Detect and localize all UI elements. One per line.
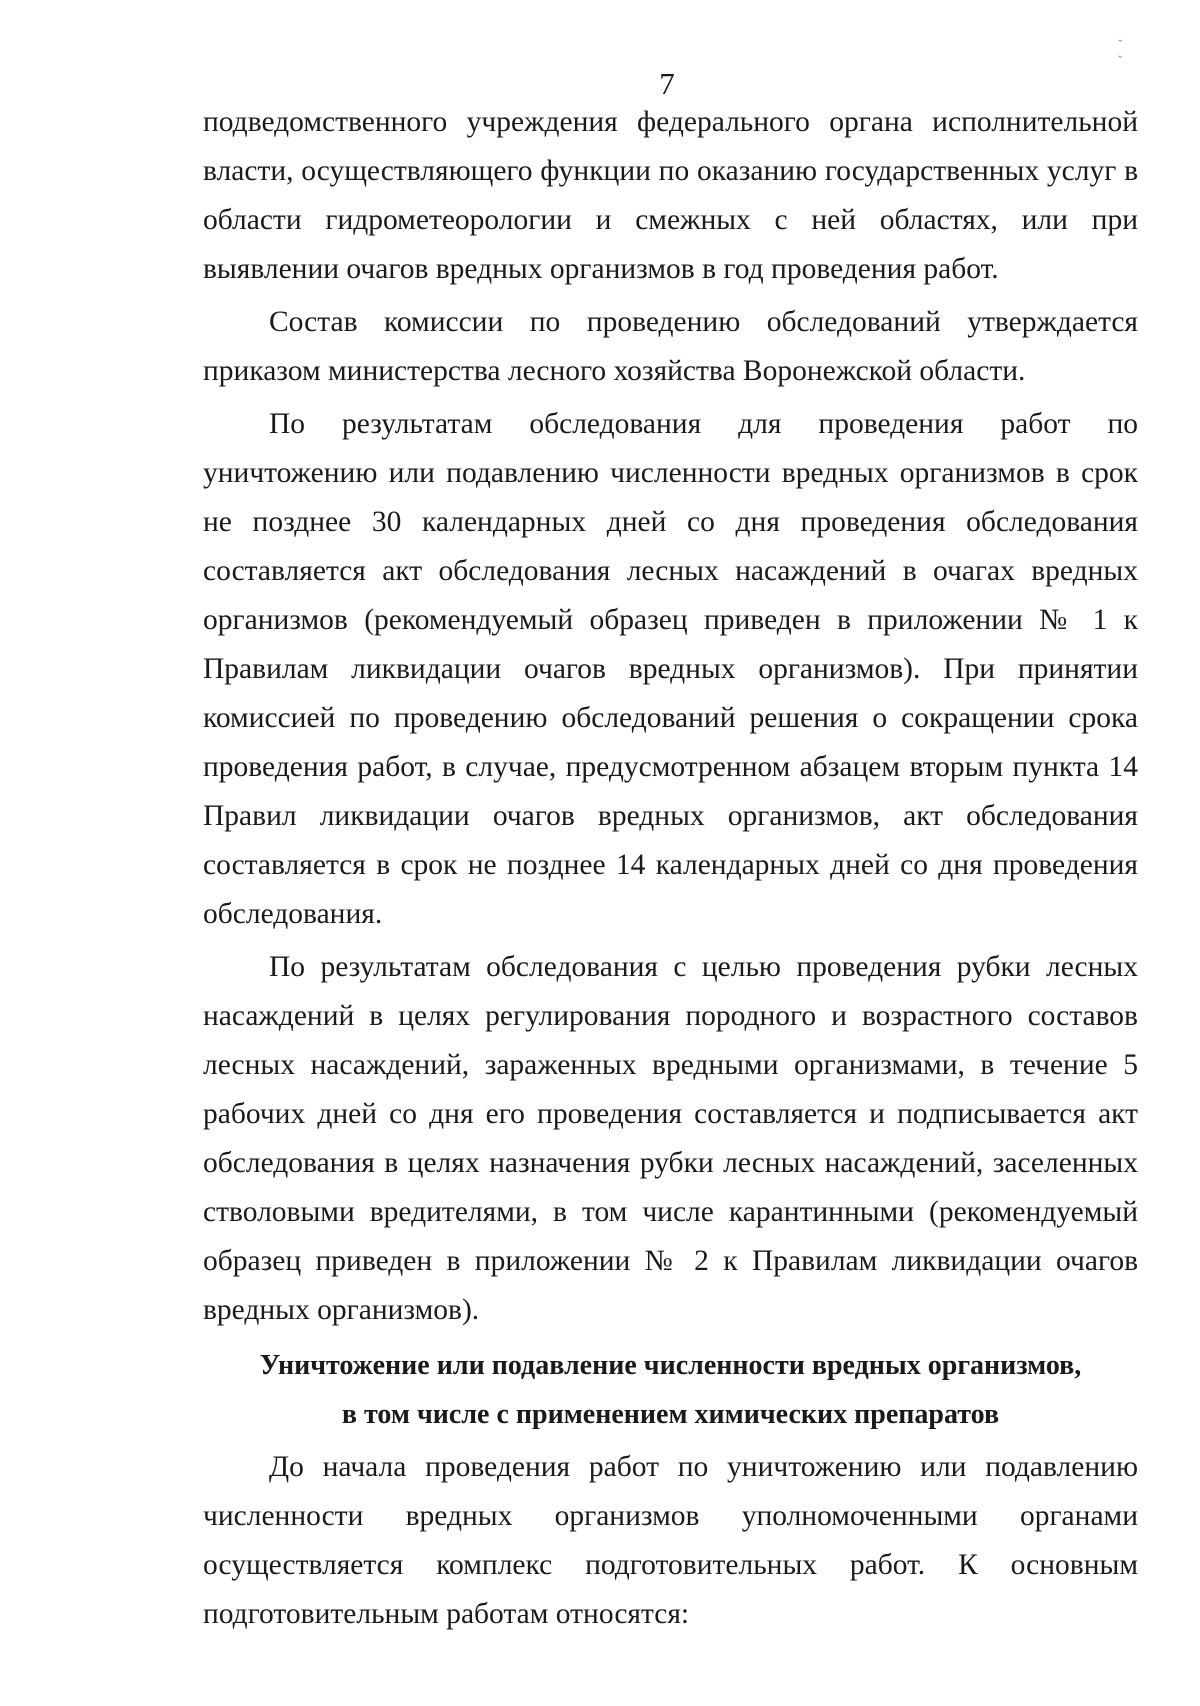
paragraph-preparatory-works: До начала проведения работ по уничтожению или подавлению численности вредных организмов уполномоченными органами осуществляется комплекс подготовительных работ. К основным подготовительным работам относятся:	[203, 1451, 1138, 1630]
section-heading-line-2: в том числе с применением химических препаратов	[341, 1399, 1000, 1430]
paragraph-felling-survey: По результатам обследования с целью проведения рубки лесных насаждений в целях регулирования породного и возрастного составов лесных насаждений, зараженных вредными организмами, в течение 5 рабочих дней со дня его проведения составляется и подписывается акт обследования в целях назначения рубки лесных насаждений, заселенных стволовыми вредителями, в том числе карантинными (рекомендуемый образец приведен в приложении № 2 к Правилам ликвидации очагов вредных организмов).	[203, 951, 1138, 1326]
paragraph-continuation: подведомственного учреждения федерального органа исполнительной власти, осуществляющего функции по оказанию государственных услуг в области гидрометеорологии и смежных с ней областях, или при выявлении очагов вредных организмов в год проведения работ.	[203, 106, 1138, 285]
paragraph-commission: Состав комиссии по проведению обследований утверждается приказом министерства лесного хозяйства Воронежской области.	[203, 306, 1138, 387]
page-number: 7	[659, 66, 675, 101]
scan-artifact-marks: ˘ ˇ	[1118, 38, 1151, 69]
paragraph-survey-results: По результатам обследования для проведения работ по уничтожению или подавлению численности вредных организмов в срок не позднее 30 календарных дней со дня проведения обследования составляется акт обследования лесных насаждений в очагах вредных организмов (рекомендуемый образец приведен в приложении № 1 к Правилам ликвидации очагов вредных организмов). При принятии комиссией по проведению обследований решения о сокращении срока проведения работ, в случае, предусмотренном абзацем вторым пункта 14 Правил ликвидации очагов вредных организмов, акт обследования составляется в срок не позднее 14 календарных дней со дня проведения обследования.	[203, 408, 1138, 930]
section-heading	[203, 1341, 1138, 1439]
section-heading-line-1: Уничтожение или подавление численности вредных организмов,	[259, 1350, 1082, 1381]
document-body	[203, 98, 1138, 1643]
